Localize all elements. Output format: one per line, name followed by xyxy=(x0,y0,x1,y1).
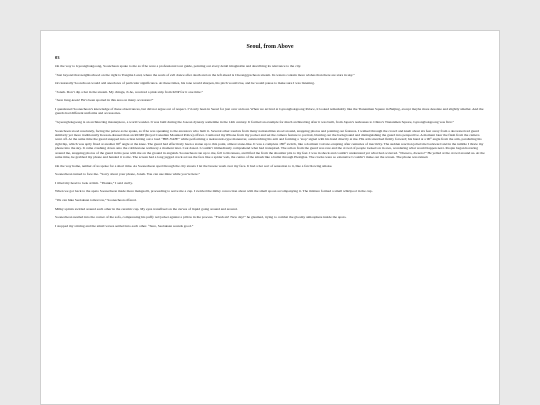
chapter-number: 03 xyxy=(55,55,60,60)
paragraph: “Jonah. Don’t dip a hat in the stream. My chingu, Ji-ho, received a pink strip from KNP for it one time.” xyxy=(55,89,204,94)
paragraph: Soonecheon turned to face me. “Sorry about your phone, Jonah. You can use mine while you’re here.” xyxy=(55,172,201,177)
paragraph: “We can hike Seolaksan tomorrow,” Soonecheon offered. xyxy=(55,197,137,202)
paragraph: When we got back to the apato Soonecheon made more makgeolli, proceeding to serve me a cup. I swirled the milky concoction about with the small spoon accompanying it. The mixture formed a small whirlpool in the cup. xyxy=(55,189,373,194)
document-page xyxy=(40,30,500,405)
paragraph: Soonchoen stood resolutely, facing the palace as he spoke, as if he was speaking to the ancestors who built it. Several other tourists from many nationalities stood around, snapping photos and pointing out features. I walked through the crowd and knelt about six feet away from a decorated red guard similarly yet more traditionally Korean-dressed than an RCMP (Royal Canadian Mounted Police) officer. I removed my iPhone from my pocket and set the camera feature to portrait, blurring out the background and distinguishing the guard into perspective. A moment later the flash from the camera went off. At the same time the guard snapped into action letting out a loud “HIE-YAH!” while performing a taekwondo-type maneuver, outstretching his arm and forming a ‘stop’ signal with his hand directly at me. His arm stretched firmly forward; his hand at a 90° angle from the arm, paralleling his right hip, which was aptly fixed at another 90° angle at the knee. The guard had effectively been a statue up to this point, almost stone-like. It was a complete 180° switch, like a dormant volcano erupting after centuries of inactivity. The sudden reaction jolted me backward and in the tumble I threw my phone into the sky. It came crashing down onto the cobblestone walkway a moment later. I sat dazed. I couldn’t immediately comprehend what had transpired. The action from the guard was rare and the crowd of people looked on in awe, wondering what would happen next. People began hovering around me, snapping photos of the guard in his pose with me on the ground in anguish. Soonecheon ran up to me, fell to his knees, and lifted me from the shoulder pits to my feet. I was in shock and couldn’t understand yet what had occurred. “Dweero, dweero!” He yelled at the crowd around us. At the same time, he grabbed my phone and handed it to me. The screen had a long jagged crack across the face like a spider web, the centre of the smash like a bullet through Plexiglas. The cracks were so extensive I couldn’t make out the screen. The phone was ruined. xyxy=(55,128,485,159)
paragraph: “Jeon Jung-kook! He’s been spotted in this area on many occasions!” xyxy=(55,98,154,103)
document-body xyxy=(41,31,499,228)
paragraph: Soonecheon nestled into the corner of the sofa, compressing his puffy red jacket against a pillow in the process. “Fresh air! New day!” he gleamed, trying to combat the gloomy atmosphere inside the apato. xyxy=(55,215,347,220)
paragraph: “Just beyond that neighborhood on the right is Yongma Land, where the souls of evil dance after death and on the left ahead is Cheonggyecheon stream. Its waters contain more wishes than there are stars in sky.” xyxy=(55,72,355,77)
paragraph: Occasionally Soonchoon would add anecdotes of particular significance. At these times, his tone would sharpen, his pitch would rise, and he would pause to make sure I was listening. xyxy=(55,81,315,86)
paragraph: “Gyeongbokgoong is an architecting masterpiece, a world wonder. It was built during the Joseon dynasty sometime in the 14th century. It formed an example for much architecting after it was built, from Japan’s teahouses to China’s Tiananmen Square, Gyeongbokgoong was first.” xyxy=(55,119,455,124)
paragraph: On the way home, neither of us spoke for a short time. As Soonecheon sped through the city streets I let the breeze wash over my face. It had a hot sort of sensation to it, like a fan blowing smoke. xyxy=(55,163,333,168)
paragraph: Milky spirals swirled around each other in the ceramic cup. My eyes transfixed on the curves of liquid going around and around. xyxy=(55,206,238,211)
paragraph: On the way to Gyeongbokgoong, Sooncheon spoke to me as if he were a professional tour guide, pointing out every detail imaginable and describing its relevance to the city. xyxy=(55,64,302,68)
paragraph: I tilted my head to look at him. “Thanks,” I said curtly. xyxy=(55,180,133,185)
paragraph: I questioned Soonecheon’s knowledge of these observances, but did not argue out of respect. I’d only been in Seoul for just over an hour. When we arrived at Gyeongbokgoong Palace, it looked remarkably like the Tiananmen Square in Beijing, except maybe more desolate and slightly smaller. And the guards had different uniforms and accessories. xyxy=(55,106,484,116)
paragraph: I stopped my stirring and the small waves settled into each other. “Sure, Seolaksan sounds good.” xyxy=(55,223,194,228)
document-title: Seoul, from Above xyxy=(246,44,294,50)
